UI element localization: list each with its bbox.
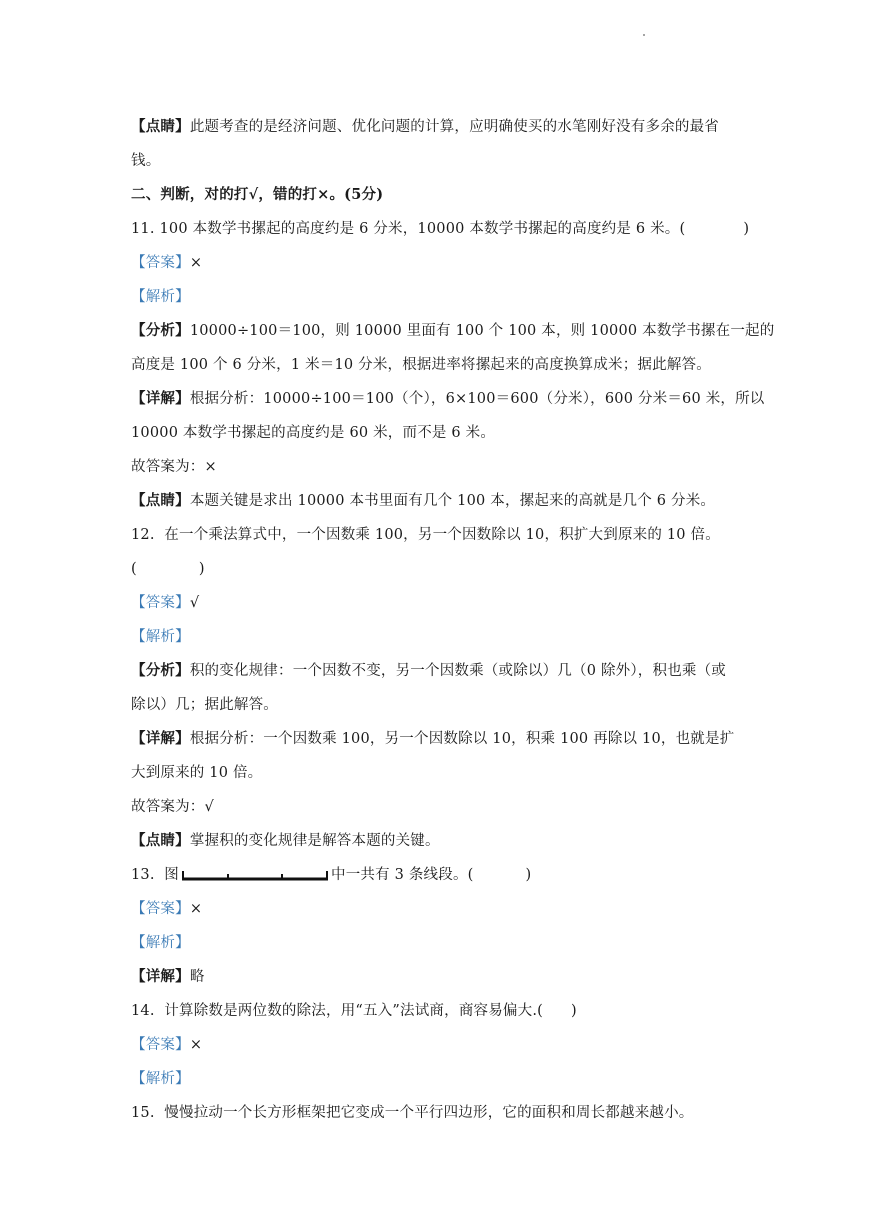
answer-line xyxy=(131,246,741,280)
detail-tag: 【详解】 xyxy=(131,390,190,407)
note-line xyxy=(131,824,741,858)
note-tag: 【点睛】 xyxy=(131,832,190,849)
detail-tag: 【详解】 xyxy=(131,730,190,747)
question-text: 计算除数是两位数的除法，用“五入”法试商，商容易偏大.( xyxy=(164,1003,543,1019)
analysis-subtag: 【分析】 xyxy=(131,662,190,679)
answer-blank xyxy=(131,552,741,586)
blank-open: ( xyxy=(131,561,137,577)
answer-value: × xyxy=(189,255,203,271)
line-text: 大到原来的 10 倍。 xyxy=(131,765,263,781)
analysis-text: 10000÷100＝100，则 10000 里面有 100 个 100 本，则 10000 本数学书摞在一起的 xyxy=(189,323,775,339)
conclusion-line xyxy=(131,450,741,484)
question-text: 在一个乘法算式中，一个因数乘 100，另一个因数除以 10，积扩大到原来的 10 倍。 xyxy=(164,527,720,543)
detail-text: 根据分析：10000÷100＝100（个），6×100＝600（分米），600 分米＝60 米，所以 xyxy=(189,391,765,407)
analysis-tag xyxy=(131,620,741,654)
note-line xyxy=(131,484,741,518)
section-heading xyxy=(131,178,741,212)
analysis-label: 【解析】 xyxy=(131,629,190,645)
text-line xyxy=(131,144,741,178)
answer-tag: 【答案】 xyxy=(131,901,190,917)
line-text: 钱。 xyxy=(131,153,161,169)
question-number: 14. xyxy=(131,1003,155,1019)
analysis-label: 【解析】 xyxy=(131,1071,190,1087)
question-number: 11. xyxy=(131,221,155,237)
line-text: 除以）几；据此解答。 xyxy=(131,697,278,713)
detail-line xyxy=(131,722,741,756)
text-line xyxy=(131,416,741,450)
blank-close: ) xyxy=(743,221,750,237)
analysis-line xyxy=(131,314,775,348)
line-text: 高度是 100 个 6 分米，1 米＝10 分米，根据进率将摞起来的高度换算成米；据此解答。 xyxy=(131,357,711,373)
note-line xyxy=(131,110,741,144)
analysis-label: 【解析】 xyxy=(131,935,190,951)
note-text: 本题关键是求出 10000 本书里面有几个 100 本，摞起来的高就是几个 6 分米。 xyxy=(189,493,716,509)
document-body xyxy=(131,110,775,1130)
line-segment-figure xyxy=(181,869,329,883)
question-text: 慢慢拉动一个长方形框架把它变成一个平行四边形，它的面积和周长都越来越小。 xyxy=(164,1105,694,1121)
question-13 xyxy=(131,858,741,892)
answer-tag: 【答案】 xyxy=(131,1037,190,1053)
note-text: 掌握积的变化规律是解答本题的关键。 xyxy=(189,833,440,849)
heading-text: 二、判断，对的打√，错的打×。(5分) xyxy=(131,186,384,203)
question-14 xyxy=(131,994,741,1028)
blank-close: ) xyxy=(571,1003,577,1019)
answer-line xyxy=(131,1028,741,1062)
blank-close: ) xyxy=(525,867,532,883)
answer-tag: 【答案】 xyxy=(131,595,190,611)
detail-tag: 【详解】 xyxy=(131,968,190,985)
conclusion-line xyxy=(131,790,741,824)
question-12 xyxy=(131,518,741,552)
question-number: 12. xyxy=(131,527,155,543)
answer-line xyxy=(131,892,741,926)
question-post: 中一共有 3 条线段。( xyxy=(331,867,474,883)
page-dot xyxy=(643,34,645,36)
analysis-label: 【解析】 xyxy=(131,289,190,305)
note-tag: 【点睛】 xyxy=(131,492,190,509)
detail-text: 根据分析：一个因数乘 100，另一个因数除以 10，积乘 100 再除以 10，也就是扩 xyxy=(189,731,735,747)
analysis-line xyxy=(131,654,741,688)
answer-line xyxy=(131,586,741,620)
detail-line xyxy=(131,382,765,416)
question-number: 13. xyxy=(131,867,155,883)
analysis-text: 积的变化规律：一个因数不变，另一个因数乘（或除以）几（0 除外），积也乘（或 xyxy=(189,663,726,679)
question-number: 15. xyxy=(131,1105,155,1121)
blank-close: ) xyxy=(198,561,205,577)
answer-value: √ xyxy=(189,595,200,611)
answer-value: × xyxy=(189,1037,203,1053)
question-pre: 图 xyxy=(164,867,179,883)
question-15 xyxy=(131,1096,741,1130)
analysis-tag xyxy=(131,280,741,314)
answer-tag: 【答案】 xyxy=(131,255,190,271)
answer-value: × xyxy=(189,901,203,917)
question-text: 100 本数学书摞起的高度约是 6 分米，10000 本数学书摞起的高度约是 6 米。( xyxy=(159,221,686,237)
text-line xyxy=(131,348,741,382)
detail-text: 略 xyxy=(189,969,205,985)
analysis-subtag: 【分析】 xyxy=(131,322,190,339)
question-11 xyxy=(131,212,750,246)
line-text: 故答案为：√ xyxy=(131,799,214,815)
text-line xyxy=(131,756,741,790)
analysis-tag xyxy=(131,1062,741,1096)
text-line xyxy=(131,688,741,722)
note-text: 此题考查的是经济问题、优化问题的计算，应明确使买的水笔刚好没有多余的最省 xyxy=(189,119,720,135)
note-tag: 【点睛】 xyxy=(131,118,190,135)
line-text: 故答案为：× xyxy=(131,459,217,475)
analysis-tag xyxy=(131,926,741,960)
line-text: 10000 本数学书摞起的高度约是 60 米，而不是 6 米。 xyxy=(131,425,496,441)
detail-line xyxy=(131,960,741,994)
